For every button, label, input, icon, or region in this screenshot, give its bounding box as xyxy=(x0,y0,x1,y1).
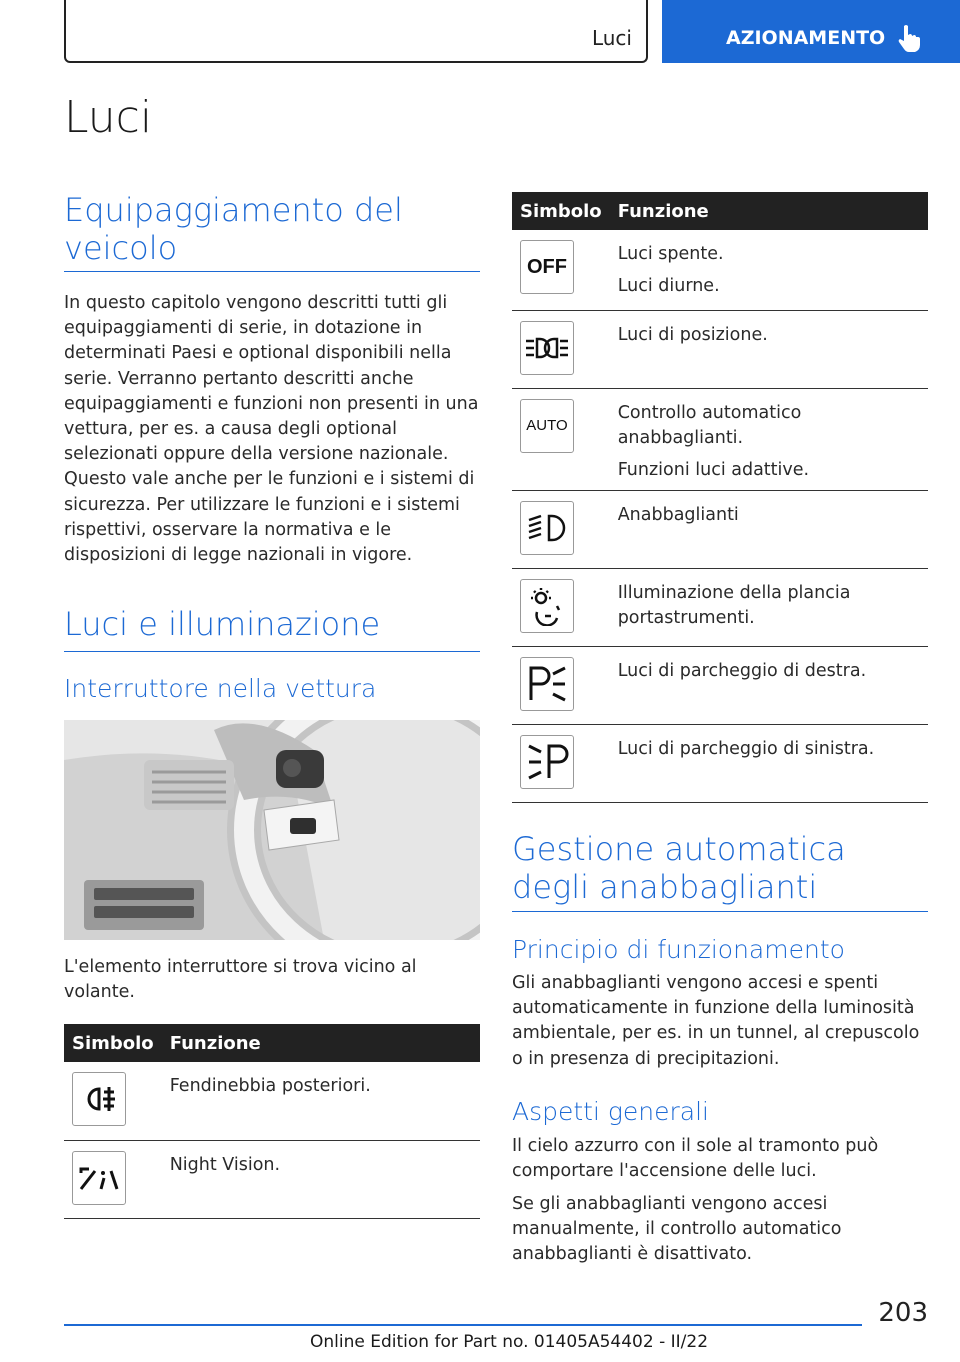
heading-equipment: Equipaggiamento del veicolo xyxy=(64,191,403,267)
pointing-hand-icon xyxy=(898,24,922,52)
table-row xyxy=(512,388,928,490)
function-text: Night Vision. xyxy=(169,1154,281,1175)
heading-rule xyxy=(512,911,928,912)
heading-principle: Principio di funzionamento xyxy=(512,935,845,964)
table-row xyxy=(64,1140,480,1218)
photo-caption: L'elemento interruttore si trova vicino al volante. xyxy=(64,957,417,1003)
parking-lights-icon xyxy=(520,321,574,375)
heading-switch: Interruttore nella vettura xyxy=(64,674,377,703)
table-row xyxy=(512,310,928,388)
function-text: Luci di parcheggio di destra. xyxy=(617,660,867,681)
table-row xyxy=(64,1062,480,1140)
page-number: 203 xyxy=(878,1298,928,1328)
parking-right-icon xyxy=(520,657,574,711)
auto-icon: AUTO xyxy=(520,399,574,453)
header-chapter-label: AZIONAMENTO xyxy=(726,27,886,49)
heading-lights: Luci e illuminazione xyxy=(64,605,381,643)
function-text: Controllo automatico anabbaglianti. xyxy=(617,402,802,448)
equipment-paragraph: In questo capitolo vengono descritti tutti gli equipaggiamenti di serie, in dotazione in determinati Paesi e optional disponibili nella serie. Verranno pertanto descritti anche equipaggiamenti e funzioni non presenti in una vettura, per es. a causa degli optional selezionati oppure della versione nazionale. Questo vale anche per le funzioni e i sistemi di sicurezza. Per utilizzare le funzioni e i sistemi rispettivi, osservare la normativa e le disposizioni di legge nazionali in vigore. xyxy=(64,293,479,566)
table-row xyxy=(512,724,928,802)
table-row xyxy=(512,646,928,724)
low-beam-icon xyxy=(520,501,574,555)
header-chapter-tab xyxy=(662,0,960,63)
function-text: Illuminazione della plancia portastrumenti. xyxy=(617,582,851,628)
heading-rule xyxy=(64,271,480,272)
header-section-label: Luci xyxy=(591,26,632,50)
function-text: Luci spente. xyxy=(617,244,724,264)
heading-auto-low-beam: Gestione automatica degli anabbaglianti xyxy=(512,830,846,906)
table-row xyxy=(512,490,928,568)
off-icon: OFF xyxy=(520,240,574,294)
function-text: Luci diurne. xyxy=(617,276,720,296)
table-row xyxy=(512,230,928,310)
column-header-symbol: Simbolo xyxy=(64,1024,162,1062)
page-title: Luci xyxy=(64,92,153,143)
column-header-function: Funzione xyxy=(610,192,928,230)
function-text: Anabbaglianti xyxy=(617,504,739,525)
footer-rule xyxy=(64,1324,862,1326)
rear-fog-icon xyxy=(72,1072,126,1126)
header-section-tab xyxy=(64,0,648,63)
principle-paragraph: Gli anabbaglianti vengono accesi e spenti automaticamente in funzione della luminosità ambientale, per es. in un tunnel, al crepuscolo o in presenza di precipitazioni. xyxy=(512,973,920,1069)
left-symbol-table xyxy=(64,1024,480,1219)
function-text: Funzioni luci adattive. xyxy=(617,459,810,480)
table-row xyxy=(512,568,928,646)
function-text: Fendinebbia posteriori. xyxy=(169,1076,371,1096)
general-paragraph-1: Il cielo azzurro con il sole al tramonto può comportare l'accensione delle luci. xyxy=(512,1136,879,1182)
function-text: Luci di posizione. xyxy=(617,324,768,345)
function-text: Luci di parcheggio di sinistra. xyxy=(617,738,875,759)
edition-label: Online Edition for Part no. 01405A54402 - II/22 xyxy=(310,1332,709,1352)
column-header-function: Funzione xyxy=(162,1024,480,1062)
column-header-symbol: Simbolo xyxy=(512,192,610,230)
dashboard-switch-photo xyxy=(64,720,480,940)
general-paragraph-2: Se gli anabbaglianti vengono accesi manualmente, il controllo automatico anabbaglianti è disattivato. xyxy=(512,1194,842,1265)
right-symbol-table xyxy=(512,192,928,803)
heading-rule xyxy=(64,651,480,652)
heading-general: Aspetti generali xyxy=(512,1097,709,1126)
parking-left-icon xyxy=(520,735,574,789)
night-vision-icon xyxy=(72,1151,126,1205)
instrument-lighting-icon xyxy=(520,579,574,633)
